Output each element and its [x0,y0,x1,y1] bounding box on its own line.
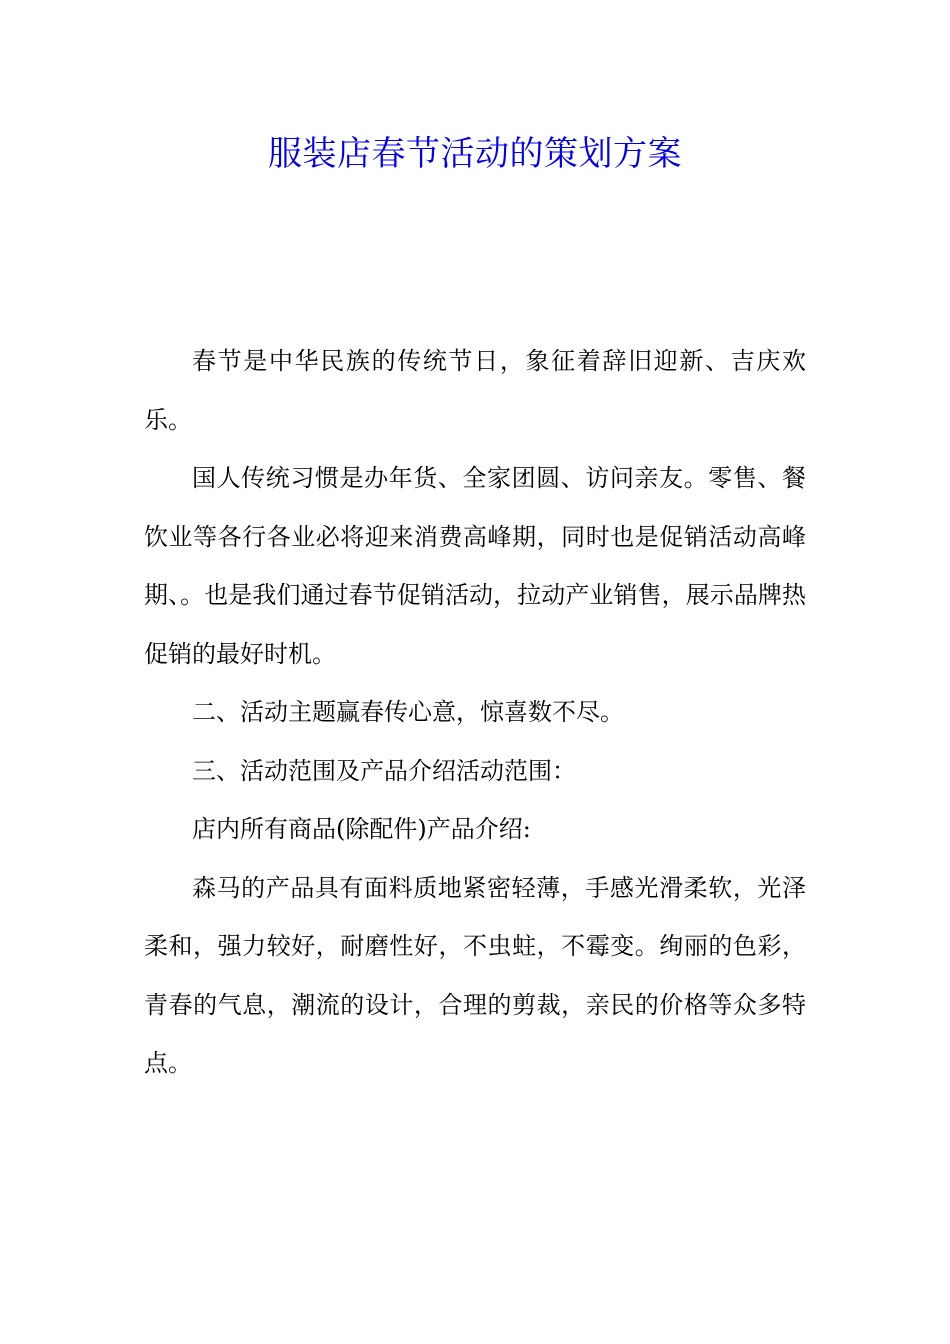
document-title: 服装店春节活动的策划方案 [268,134,682,174]
paragraph-scope-heading: 三、活动范围及产品介绍活动范围： [192,756,576,785]
paragraph-theme: 二、活动主题赢春传心意，惊喜数不尽。 [192,698,624,726]
paragraph-product-intro: 森马的产品具有面料质地紧密轻薄，手感光滑柔软，光泽柔和，强力较好，耐磨性好，不虫蛀，不霉变。绚丽的色彩，青春的气息，潮流的设计，合理的剪裁，亲民的价格等众多特点。 [144,873,806,1077]
paragraph-scope: 店内所有商品(除配件)产品介绍: [192,815,531,843]
paragraph-background: 国人传统习惯是办年货、全家团圆、访问亲友。零售、餐饮业等各行各业必将迎来消费高峰期，同时也是促销活动高峰期、。也是我们通过春节促销活动，拉动产业销售，展示品牌热促销的最好时机。 [144,464,806,668]
paragraph-intro: 春节是中华民族的传统节日，象征着辞旧迎新、吉庆欢乐。 [144,347,806,434]
document-body [144,332,806,1093]
